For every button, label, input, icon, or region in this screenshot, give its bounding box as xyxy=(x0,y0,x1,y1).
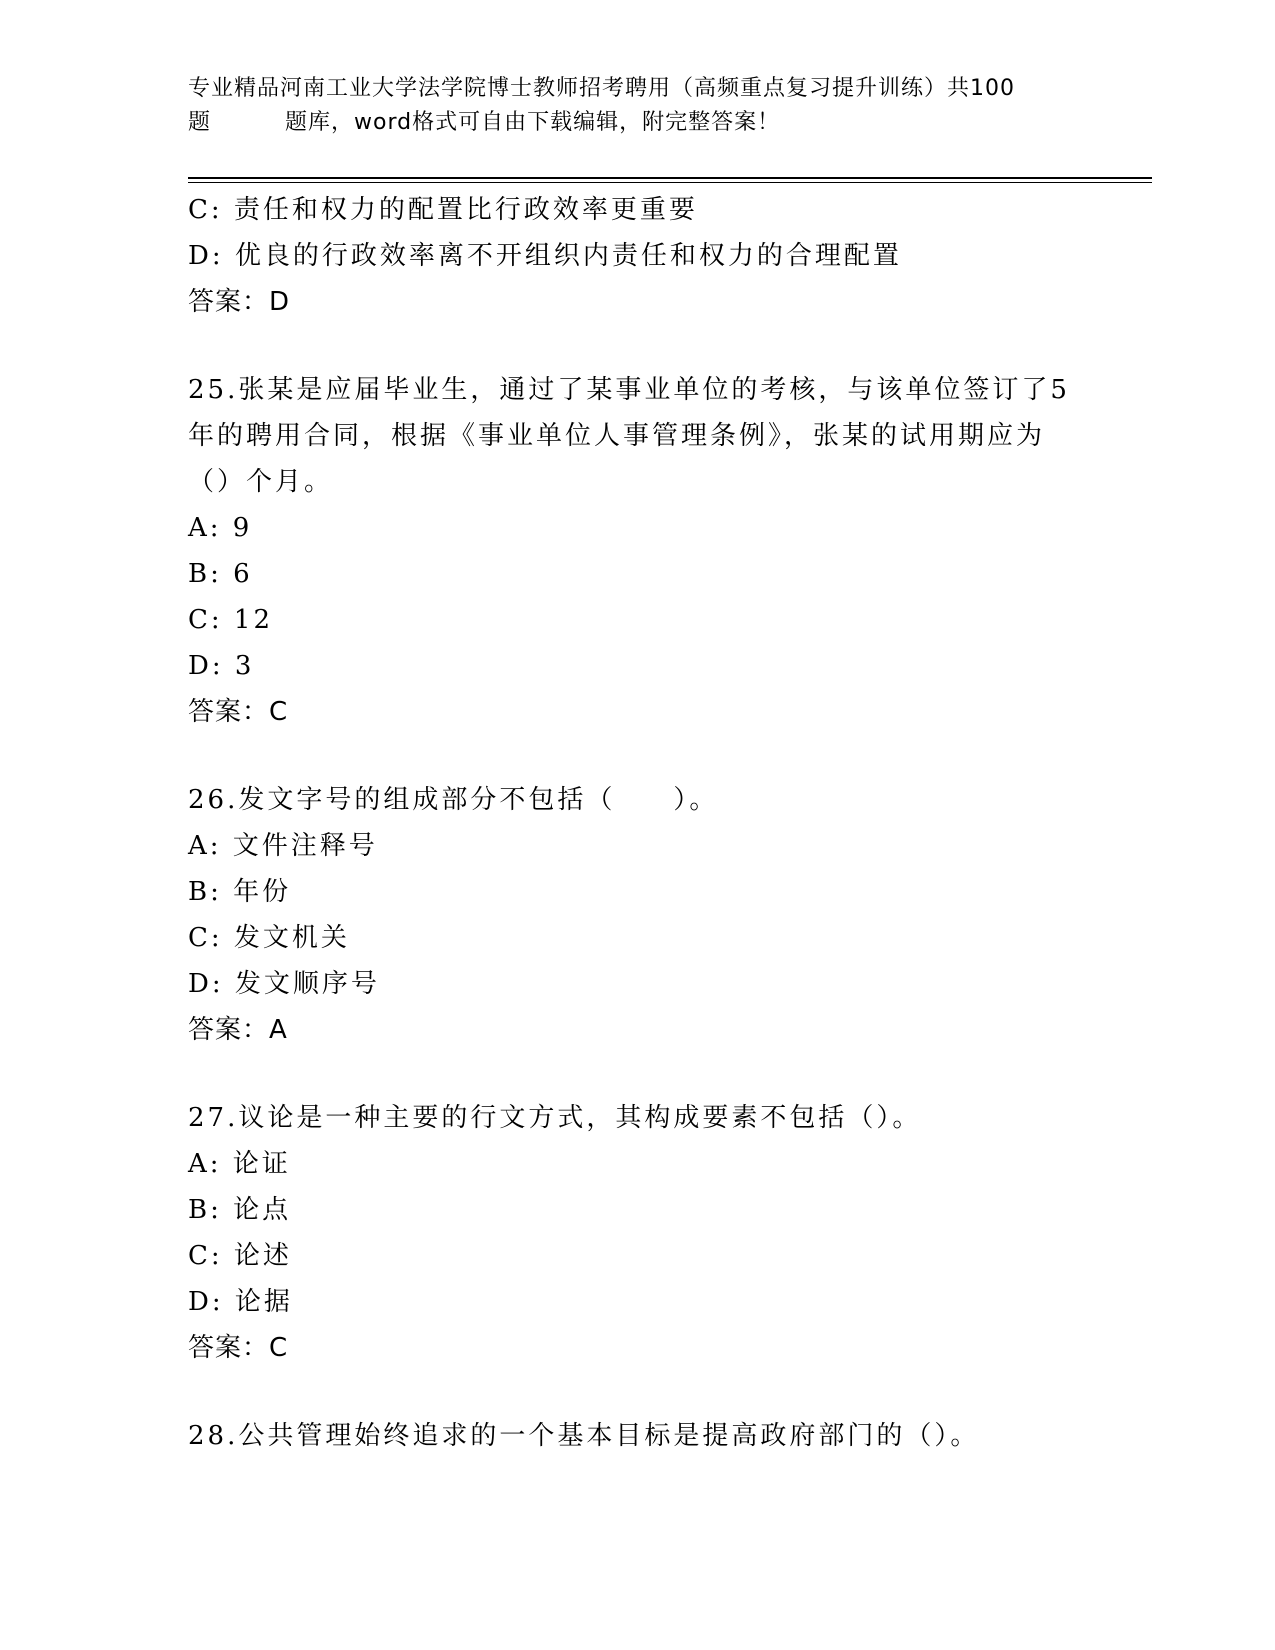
question-27-option-c: C: 论述 xyxy=(188,1241,292,1271)
question-26-stem-line: 26.发文字号的组成部分不包括（ ）。 xyxy=(188,785,719,815)
header-title-fragment: 题 xyxy=(188,110,212,135)
question-26 xyxy=(188,777,1088,1053)
question-25-stem-line: 25.张某是应届毕业生，通过了某事业单位的考核，与该单位签订了5 xyxy=(188,375,1070,405)
header-title-fragment-2: 题库，word格式可自由下载编辑，附完整答案！ xyxy=(285,110,781,135)
question-25-stem-line: （）个月。 xyxy=(188,467,334,497)
question-26-option-b: B: 年份 xyxy=(188,877,292,907)
question-26-answer: 答案：A xyxy=(188,1015,288,1045)
question-26-option-c: C: 发文机关 xyxy=(188,923,350,953)
header-divider-thick xyxy=(188,177,1152,179)
question-25-option-c: C: 12 xyxy=(188,605,274,635)
question-27-option-b: B: 论点 xyxy=(188,1195,292,1225)
question-27-option-a: A: 论证 xyxy=(188,1149,291,1179)
question-25-stem-line: 年的聘用合同，根据《事业单位人事管理条例》，张某的试用期应为 xyxy=(188,421,1046,451)
question-24-answer: 答案：D xyxy=(188,287,291,317)
question-26-option-d: D: 发文顺序号 xyxy=(188,969,380,999)
question-27 xyxy=(188,1095,1088,1371)
question-24-option-c: C: 责任和权力的配置比行政效率更重要 xyxy=(188,195,698,225)
header-title-line-2 xyxy=(188,106,1088,140)
header-divider-thin xyxy=(188,182,1152,183)
question-25-option-d: D: 3 xyxy=(188,651,255,681)
question-27-answer: 答案：C xyxy=(188,1333,289,1363)
question-25-option-b: B: 6 xyxy=(188,559,253,589)
question-28 xyxy=(188,1413,1088,1459)
question-24-option-d: D: 优良的行政效率离不开组织内责任和权力的合理配置 xyxy=(188,241,902,271)
question-list xyxy=(188,187,1088,1459)
question-28-stem-line: 28.公共管理始终追求的一个基本目标是提高政府部门的（）。 xyxy=(188,1421,980,1451)
question-27-stem-line: 27.议论是一种主要的行文方式，其构成要素不包括（）。 xyxy=(188,1103,922,1133)
question-27-option-d: D: 论据 xyxy=(188,1287,293,1317)
question-25-answer: 答案：C xyxy=(188,697,289,727)
question-26-option-a: A: 文件注释号 xyxy=(188,831,378,861)
header-title-line-1: 专业精品河南工业大学法学院博士教师招考聘用（高频重点复习提升训练）共100 xyxy=(188,76,1015,101)
question-25 xyxy=(188,367,1088,735)
document-header xyxy=(188,72,1088,140)
question-25-option-a: A: 9 xyxy=(188,513,253,543)
